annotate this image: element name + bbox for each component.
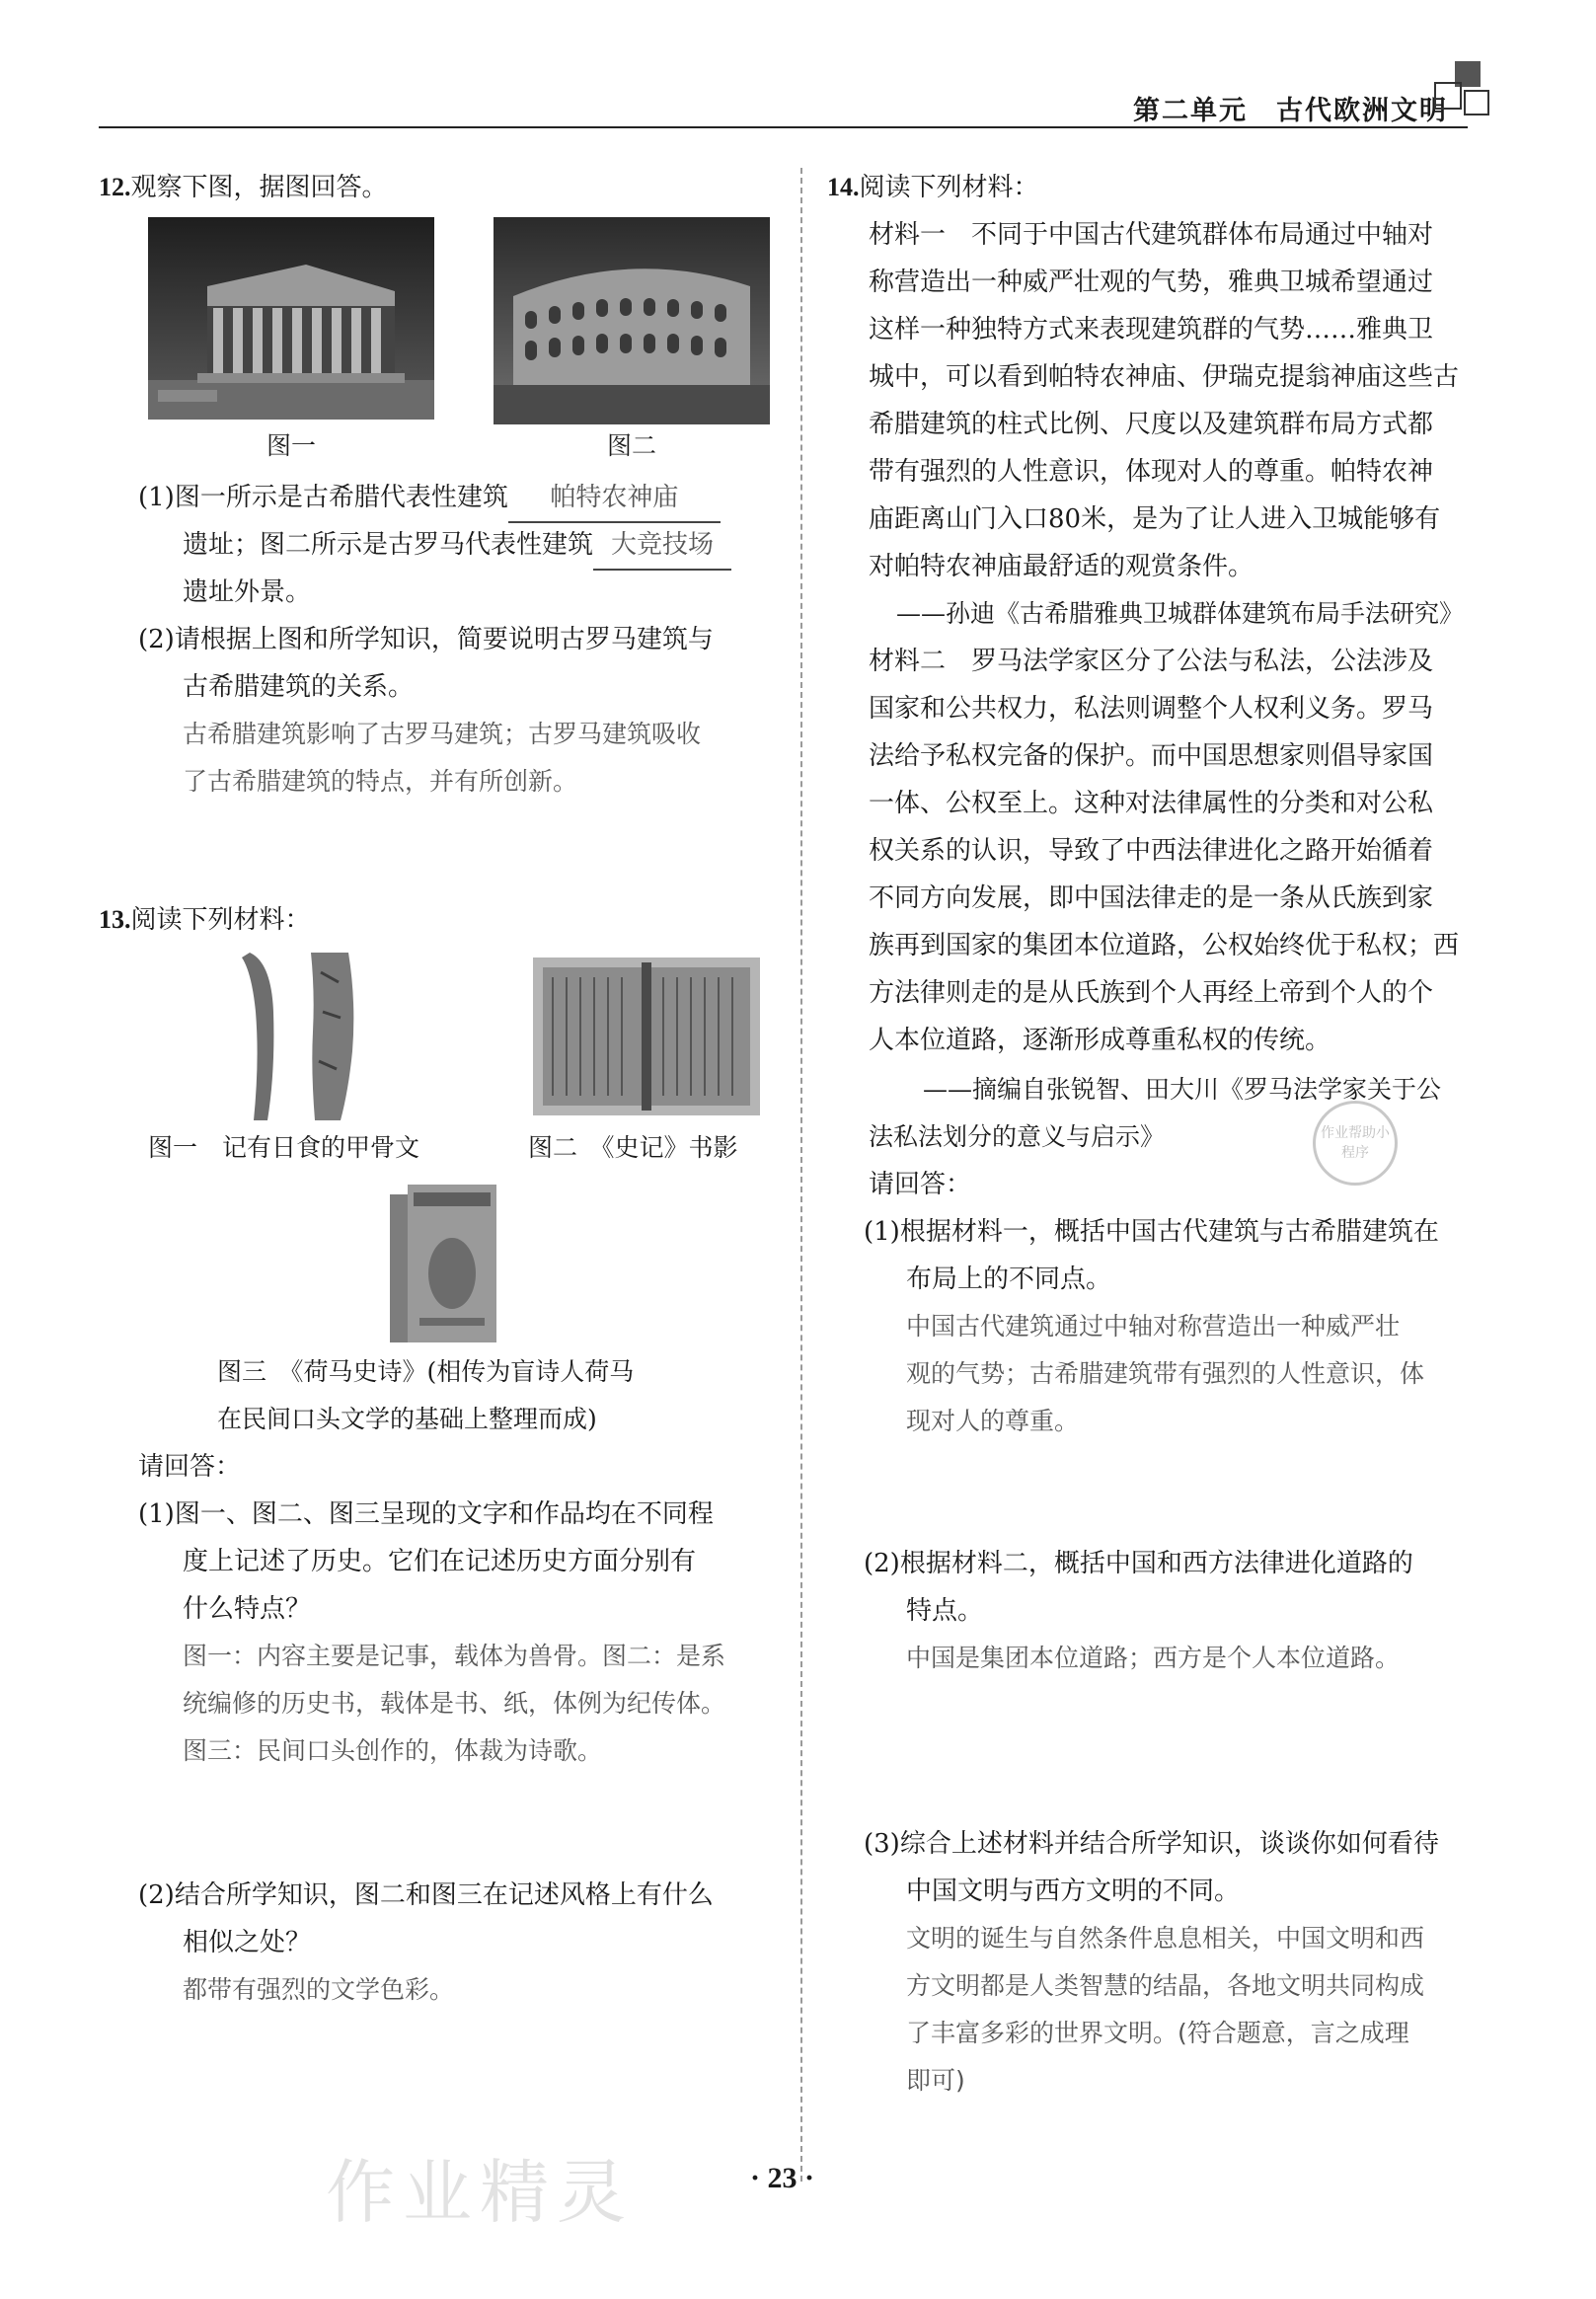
q14-part1-line1: (1)根据材料一，概括中国古代建筑与古希腊建筑在 [864, 1217, 1439, 1247]
q14-part2-line2: 特点。 [906, 1596, 984, 1626]
q13-answer1-line2: 统编修的历史书，载体是书、纸，体例为纪传体。 [183, 1689, 726, 1718]
q14-part2-line1: (2)根据材料二，概括中国和西方法律进化道路的 [864, 1549, 1413, 1578]
oracle-bone-photo [242, 953, 390, 1120]
q14-m2-line: 方法律则走的是从氏族到个人再经上帝到个人的个 [869, 978, 1434, 1008]
q14-m2-line: 人本位道路，逐渐形成尊重私权的传统。 [869, 1026, 1331, 1055]
q13-answer2: 都带有强烈的文学色彩。 [183, 1975, 455, 2004]
q13-fig3-caption-line1: 图三 《荷马史诗》(相传为盲诗人荷马 [217, 1357, 635, 1386]
q14-m1-line: 城中，可以看到帕特农神庙、伊瑞克提翁神庙这些古 [869, 362, 1460, 392]
q14-answer1-line1: 中国古代建筑通过中轴对称营造出一种威严壮 [906, 1312, 1401, 1341]
q14-m2-line: 国家和公共权力，私法则调整个人权利义务。罗马 [869, 694, 1434, 724]
q14-m1-line: 称营造出一种威严壮观的气势，雅典卫城希望通过 [869, 268, 1434, 297]
q14-m2-line: 族再到国家的集团本位道路，公权始终优于私权；西 [869, 931, 1460, 960]
q14-material2 [869, 638, 1459, 1064]
q13-part2-line2: 相似之处？ [183, 1928, 312, 1957]
shiji-book-photo [533, 958, 760, 1115]
q14-m2-line: 权关系的认识，导致了中西法律进化之路开始循着 [869, 836, 1434, 866]
homer-epics-books-photo [390, 1185, 498, 1342]
q14-material1 [869, 211, 1459, 590]
q12-part2-line1: (2)请根据上图和所学知识，简要说明古罗马建筑与 [138, 625, 714, 654]
q14-part3-line1: (3)综合上述材料并结合所学知识，谈谈你如何看待 [864, 1829, 1439, 1859]
q12-fig2-caption: 图二 [607, 431, 657, 460]
q14-part1-line2: 布局上的不同点。 [906, 1264, 1112, 1294]
header-squares-icon [1433, 61, 1492, 120]
q14-m1-line: 庙距离山门入口80米，是为了让人进入卫城能够有 [869, 504, 1441, 534]
q14-material2-source-line1: ——摘编自张锐智、田大川《罗马法学家关于公 [923, 1075, 1442, 1104]
header-rule [99, 126, 1468, 128]
q13-answer1-line1: 图一：内容主要是记事，载体为兽骨。图二：是系 [183, 1642, 726, 1670]
q14-m1-line: 希腊建筑的柱式比例、尺度以及建筑群布局方式都 [869, 410, 1434, 439]
q13-part1-line3: 什么特点？ [183, 1594, 312, 1624]
watermark-text: 作业精灵 [326, 2152, 634, 2233]
q14-m2-line: 材料二 罗马法学家区分了公法与私法，公法涉及 [869, 647, 1434, 676]
parthenon-photo [148, 217, 434, 420]
q13-answer1-line3: 图三：民间口头创作的，体裁为诗歌。 [183, 1736, 603, 1765]
q13-fig2-caption: 图二 《史记》书影 [528, 1133, 738, 1162]
q12-answer2-line1: 古希腊建筑影响了古罗马建筑；古罗马建筑吸收 [183, 720, 702, 748]
q13-fig1-caption: 图一 记有日食的甲骨文 [148, 1133, 420, 1162]
column-divider [800, 168, 802, 2182]
q14-answer1-line2: 观的气势；古希腊建筑带有强烈的人性意识，体 [906, 1359, 1425, 1388]
q13-part1-line2: 度上记述了历史。它们在记述历史方面分别有 [183, 1547, 697, 1576]
q12-answer-fill2: 大竞技场 [593, 521, 731, 571]
q14-m2-line: 法给予私权完备的保护。而中国思想家则倡导家国 [869, 741, 1434, 771]
q14-m2-line: 一体、公权至上。这种对法律属性的分类和对公私 [869, 789, 1434, 818]
q14-answer3-line3: 了丰富多彩的世界文明。(符合题意，言之成理 [906, 2019, 1409, 2047]
q14-material2-source-line2: 法私法划分的意义与启示》 [869, 1122, 1166, 1151]
q13-fig3-caption-line2: 在民间口头文学的基础上整理而成) [217, 1405, 597, 1433]
q13-ask: 请回答： [138, 1452, 242, 1482]
q14-m1-line: 对帕特农神庙最舒适的观赏条件。 [869, 552, 1254, 581]
q14-ask: 请回答： [869, 1170, 972, 1199]
q14-answer1-line3: 现对人的尊重。 [906, 1407, 1080, 1435]
q12-part1-line2: 遗址；图二所示是古罗马代表性建筑 大竞技场 [183, 521, 731, 571]
page-number: · 23 · [750, 2162, 815, 2194]
q13-prompt: 13.阅读下列材料： [99, 905, 311, 935]
q12-part1-line1: (1)图一所示是古希腊代表性建筑 帕特农神庙 [138, 474, 721, 523]
q14-prompt: 14.阅读下列材料： [827, 173, 1039, 202]
q12-prompt: 12.观察下图，据图回答。 [99, 173, 388, 202]
watermark-stamp: 作业帮助小程序 [1313, 1101, 1398, 1186]
q12-answer-fill1: 帕特农神庙 [508, 474, 721, 523]
q14-answer3-line4: 即可) [906, 2066, 965, 2095]
q12-answer2-line2: 了古希腊建筑的特点，并有所创新。 [183, 767, 578, 796]
q13-part1-line1: (1)图一、图二、图三呈现的文字和作品均在不同程 [138, 1499, 714, 1529]
q14-part3-line2: 中国文明与西方文明的不同。 [906, 1877, 1241, 1906]
q14-material1-source: ——孙迪《古希腊雅典卫城群体建筑布局手法研究》 [896, 599, 1465, 628]
q14-answer3-line2: 方文明都是人类智慧的结晶，各地文明共同构成 [906, 1971, 1425, 2000]
q14-m1-line: 材料一 不同于中国古代建筑群体布局通过中轴对 [869, 220, 1434, 250]
q14-m2-line: 不同方向发展，即中国法律走的是一条从氏族到家 [869, 883, 1434, 913]
q14-m1-line: 带有强烈的人性意识，体现对人的尊重。帕特农神 [869, 457, 1434, 487]
q14-answer3-line1: 文明的诞生与自然条件息息相关，中国文明和西 [906, 1924, 1425, 1953]
q12-fig1-caption: 图一 [266, 431, 317, 460]
q14-m1-line: 这样一种独特方式来表现建筑群的气势……雅典卫 [869, 315, 1434, 345]
unit-title: 第二单元 古代欧洲文明 [1133, 96, 1448, 126]
q13-part2-line1: (2)结合所学知识，图二和图三在记述风格上有什么 [138, 1880, 714, 1910]
q12-part2-line2: 古希腊建筑的关系。 [183, 672, 415, 702]
colosseum-photo [494, 217, 770, 424]
q12-part1-line3: 遗址外景。 [183, 577, 312, 607]
q14-answer2: 中国是集团本位道路；西方是个人本位道路。 [906, 1644, 1401, 1672]
